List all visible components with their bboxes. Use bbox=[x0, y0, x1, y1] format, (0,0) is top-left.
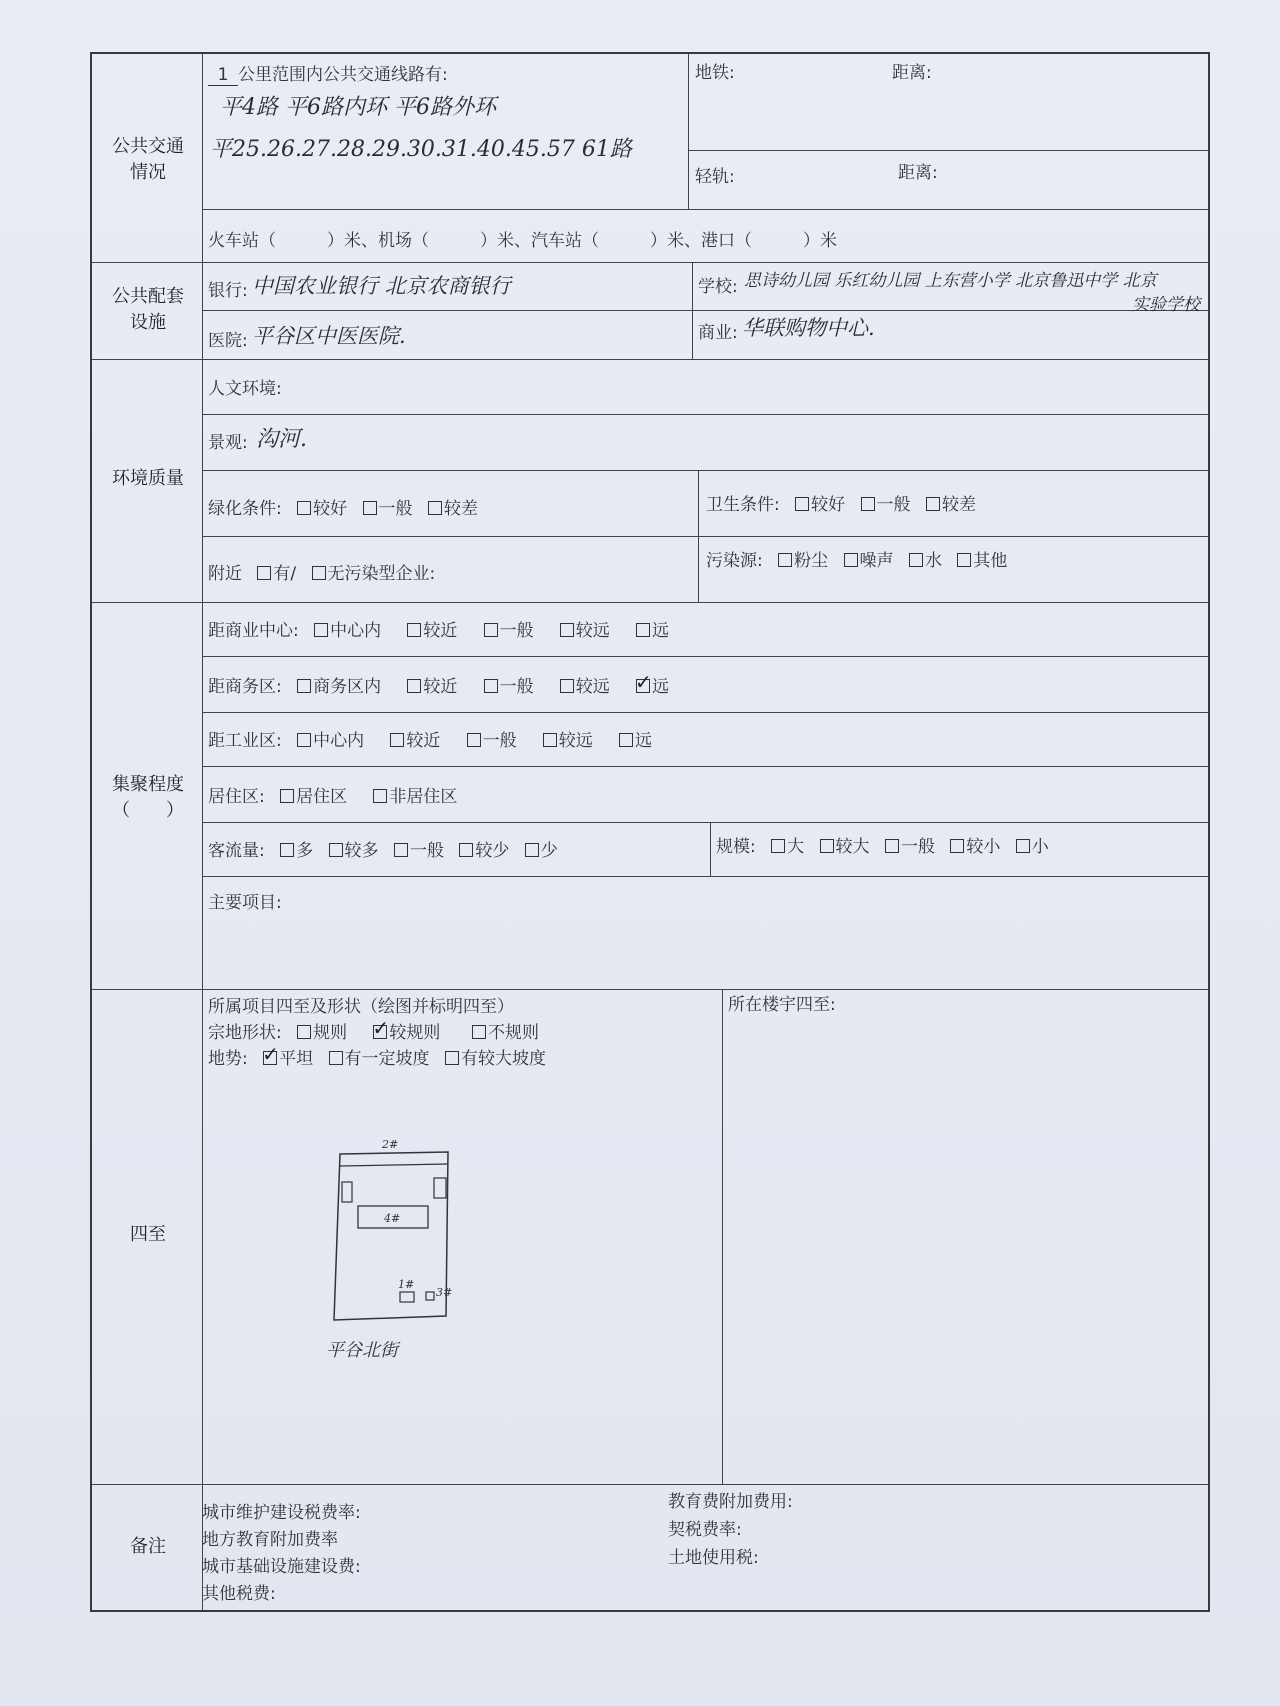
checkbox[interactable] bbox=[820, 839, 834, 853]
checkbox[interactable] bbox=[560, 623, 574, 637]
checkbox[interactable] bbox=[297, 679, 311, 693]
checkbox[interactable] bbox=[543, 733, 557, 747]
checkbox[interactable] bbox=[778, 553, 792, 567]
section-facilities: 公共配套 设施 bbox=[112, 286, 184, 333]
checkbox[interactable] bbox=[484, 623, 498, 637]
building-label: 所在楼宇四至: bbox=[728, 995, 836, 1015]
scale-row: 规模: 大 较大 一般 较小 小 bbox=[716, 837, 1049, 857]
divider bbox=[202, 766, 1208, 767]
terrain-row: 地势: ✓ 平坦 有一定坡度 有较大坡度 bbox=[208, 1044, 546, 1069]
checkbox[interactable] bbox=[445, 1051, 459, 1065]
section-agglomeration: 集聚程度 （ ） bbox=[112, 774, 184, 821]
bank-label: 银行: bbox=[208, 281, 248, 301]
checkbox[interactable] bbox=[926, 497, 940, 511]
divider bbox=[202, 470, 1208, 471]
checkbox[interactable] bbox=[885, 839, 899, 853]
section-boundaries: 四至 bbox=[130, 1224, 166, 1245]
culture-label: 人文环境: bbox=[208, 379, 282, 399]
checkbox[interactable] bbox=[484, 679, 498, 693]
hubs-line: 火车站（ ）米、机场（ ）米、汽车站（ ）米、港口（ ）米 bbox=[208, 231, 837, 251]
checkbox[interactable] bbox=[297, 501, 311, 515]
checkbox[interactable] bbox=[1016, 839, 1030, 853]
checkbox[interactable] bbox=[636, 623, 650, 637]
checkbox[interactable] bbox=[407, 679, 421, 693]
checkbox[interactable] bbox=[363, 501, 377, 515]
hospital-value: 平谷区中医医院. bbox=[252, 324, 406, 348]
checkbox[interactable] bbox=[957, 553, 971, 567]
checkbox-checked[interactable] bbox=[636, 679, 650, 693]
divider bbox=[202, 876, 1208, 877]
checkbox-checked[interactable] bbox=[373, 1025, 387, 1039]
school-value2: 实验学校 bbox=[1132, 295, 1200, 315]
business-row: 距商务区: 商务区内 较近 一般 较远 ✓ 远 bbox=[208, 672, 669, 697]
sketch-street: 平谷北街 bbox=[326, 1340, 398, 1361]
lightrail-label: 轻轨: bbox=[695, 167, 735, 187]
school-value: 思诗幼儿园 乐红幼儿园 上东营小学 北京鲁迅中学 北京 bbox=[744, 271, 1157, 291]
divider bbox=[202, 209, 1208, 210]
checkbox[interactable] bbox=[950, 839, 964, 853]
divider bbox=[722, 989, 723, 1484]
shape-row: 宗地形状: 规则 ✓ 较规则 不规则 bbox=[208, 1018, 539, 1043]
divider bbox=[92, 602, 1208, 603]
commercial-row: 距商业中心: 中心内 较近 一般 较远 远 bbox=[208, 621, 670, 641]
checkbox[interactable] bbox=[297, 1025, 311, 1039]
divider bbox=[92, 989, 1208, 990]
divider bbox=[92, 359, 1208, 360]
industrial-row: 距工业区: 中心内 较近 一般 较远 远 bbox=[208, 731, 653, 751]
divider bbox=[710, 822, 711, 876]
lightrail-distance-label: 距离: bbox=[898, 163, 938, 183]
checkbox[interactable] bbox=[771, 839, 785, 853]
landscape-label: 景观: bbox=[208, 433, 248, 453]
nearby-row: 附近 有/ 无污染型企业: bbox=[208, 564, 436, 584]
remarks-left: 城市维护建设税费率: 地方教育附加费率 城市基础设施建设费: 其他税费: bbox=[202, 1503, 361, 1604]
sketch-line bbox=[340, 1164, 448, 1166]
divider bbox=[92, 1484, 1208, 1485]
sketch-outline bbox=[334, 1152, 448, 1320]
pollution-row: 污染源: 粉尘 噪声 水 其他 bbox=[706, 551, 1008, 571]
checkbox[interactable] bbox=[280, 789, 294, 803]
sketch-box bbox=[426, 1292, 434, 1300]
bank-value: 中国农业银行 北京农商银行 bbox=[252, 274, 511, 298]
divider bbox=[688, 54, 689, 209]
checkbox[interactable] bbox=[472, 1025, 486, 1039]
checkbox[interactable] bbox=[329, 1051, 343, 1065]
divider bbox=[202, 536, 1208, 537]
checkbox[interactable] bbox=[312, 566, 326, 580]
divider bbox=[202, 822, 1208, 823]
divider bbox=[202, 712, 1208, 713]
sketch-label-2: 2# bbox=[382, 1138, 399, 1151]
hospital-label: 医院: bbox=[208, 331, 248, 351]
subway-distance-label: 距离: bbox=[892, 63, 932, 83]
sketch-box bbox=[400, 1292, 414, 1302]
checkbox[interactable] bbox=[329, 843, 343, 857]
routes-line2: 平25.26.27.28.29.30.31.40.45.57 61路 bbox=[210, 137, 632, 162]
sketch-label-1: 1# bbox=[398, 1278, 415, 1291]
checkbox[interactable] bbox=[407, 623, 421, 637]
remarks-right: 教育费附加费用: 契税费率: 土地使用税: bbox=[668, 1492, 793, 1568]
divider bbox=[202, 310, 1208, 311]
sanitary-row: 卫生条件: 较好 一般 较差 bbox=[706, 495, 976, 515]
green-row: 绿化条件: 较好 一般 较差 bbox=[208, 499, 478, 519]
divider bbox=[202, 414, 1208, 415]
divider bbox=[698, 470, 699, 602]
checkbox[interactable] bbox=[394, 843, 408, 857]
checkbox[interactable] bbox=[459, 843, 473, 857]
landscape-value: 沟河. bbox=[256, 427, 307, 452]
checkbox[interactable] bbox=[795, 497, 809, 511]
checkbox[interactable] bbox=[560, 679, 574, 693]
project-title: 所属项目四至及形状（绘图并标明四至） bbox=[208, 997, 514, 1017]
main-projects-label: 主要项目: bbox=[208, 893, 282, 913]
checkbox[interactable] bbox=[467, 733, 481, 747]
divider bbox=[688, 150, 1208, 151]
survey-form bbox=[90, 52, 1210, 1612]
traffic-row: 客流量: 多 较多 一般 较少 少 bbox=[208, 841, 558, 861]
checkbox[interactable] bbox=[428, 501, 442, 515]
section-transport: 公共交通 情况 bbox=[112, 136, 184, 183]
section-environment: 环境质量 bbox=[112, 468, 184, 489]
sketch-label-4: 4# bbox=[384, 1212, 401, 1225]
divider bbox=[202, 656, 1208, 657]
section-remarks: 备注 bbox=[130, 1536, 166, 1557]
checkbox[interactable] bbox=[314, 623, 328, 637]
checkbox[interactable] bbox=[390, 733, 404, 747]
routes-line1: 平4路 平6路内环 平6路外环 bbox=[220, 95, 496, 120]
checkbox[interactable] bbox=[525, 843, 539, 857]
residential-row: 居住区: 居住区 非居住区 bbox=[208, 787, 458, 807]
checkbox[interactable] bbox=[619, 733, 633, 747]
checkbox[interactable] bbox=[373, 789, 387, 803]
sketch-box bbox=[434, 1178, 446, 1198]
divider bbox=[92, 262, 1208, 263]
checkbox-checked[interactable] bbox=[263, 1051, 277, 1065]
commerce-value: 华联购物中心. bbox=[742, 316, 875, 340]
sketch-box bbox=[342, 1182, 352, 1202]
school-label: 学校: bbox=[698, 277, 738, 297]
label-column-divider bbox=[202, 54, 203, 1610]
checkbox[interactable] bbox=[280, 843, 294, 857]
checkbox[interactable] bbox=[257, 566, 271, 580]
checkbox[interactable] bbox=[861, 497, 875, 511]
subway-label: 地铁: bbox=[695, 63, 735, 83]
radius-text: 1 公里范围内公共交通线路有: bbox=[208, 60, 448, 86]
checkbox[interactable] bbox=[297, 733, 311, 747]
site-sketch bbox=[312, 1134, 532, 1374]
checkbox[interactable] bbox=[909, 553, 923, 567]
checkbox[interactable] bbox=[844, 553, 858, 567]
sketch-label-3: 3# bbox=[436, 1286, 453, 1299]
commerce-label: 商业: bbox=[698, 323, 738, 343]
